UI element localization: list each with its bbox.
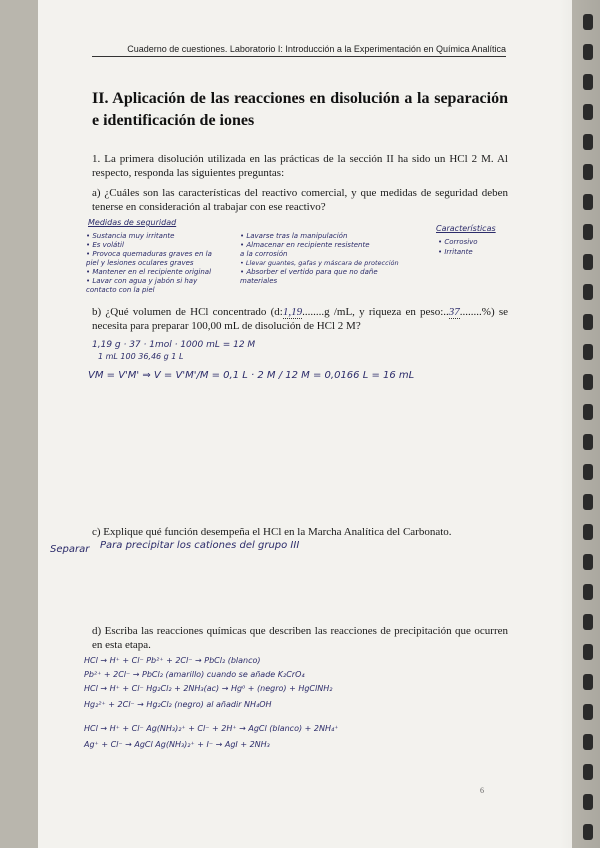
hw-d-line5: HCl → H⁺ + Cl⁻ Ag(NH₃)₂⁺ + Cl⁻ + 2H⁺ → AgCl (blanco) + 2NH₄⁺ <box>84 724 339 733</box>
page-mark: 6 <box>480 786 484 795</box>
hw-a-col1-line5: • Mantener en el recipiente original <box>86 268 212 276</box>
hw-a-col3-line2: • Irritante <box>438 248 473 256</box>
question-1b-text-1: b) ¿Qué volumen de HCl concentrado (d: <box>92 306 283 318</box>
hw-a-col1-line1: • Sustancia muy irritante <box>86 232 175 240</box>
question-1c: c) Explique qué función desempeña el HCl en la Marcha Analítica del Carbonato. <box>92 526 452 538</box>
question-1b-density: 1,19 <box>282 306 303 318</box>
running-header: Cuaderno de cuestiones. Laboratorio I: Introducción a la Experimentación en Química Analítica <box>92 44 506 57</box>
hw-d-line6: Ag⁺ + Cl⁻ → AgCl Ag(NH₃)₂⁺ + I⁻ → AgI + 2NH₃ <box>84 740 270 749</box>
hw-a-heading: Medidas de seguridad <box>88 218 177 227</box>
hw-d-line1: HCl → H⁺ + Cl⁻ Pb²⁺ + 2Cl⁻ → PbCl₂ (blanco) <box>84 656 261 665</box>
question-1b-text-2: g /mL, y riqueza en peso: <box>324 306 444 318</box>
hw-a-col2-line4: • Llevar guantes, gafas y máscara de protección <box>240 259 399 267</box>
section-title: II. Aplicación de las reacciones en disolución a la separación e identificación de iones <box>92 90 508 129</box>
hw-b-calc-line2: 1 mL 100 36,46 g 1 L <box>98 352 184 361</box>
question-1d: d) Escriba las reacciones químicas que describen las reacciones de precipitación que ocurren en esta etapa. <box>92 625 508 651</box>
hw-a-col1-line7: contacto con la piel <box>86 286 155 294</box>
hw-a-col2-line6: materiales <box>240 277 278 285</box>
hw-a-col2-line3: a la corrosión <box>240 250 288 258</box>
hw-d-line2: Pb²⁺ + 2Cl⁻ → PbCl₂ (amarillo) cuando se añade K₂CrO₄ <box>84 670 305 679</box>
hw-c-answer: Para precipitar los cationes del grupo III <box>100 540 300 551</box>
hw-b-calc-line3: VM = V'M' ⇒ V = V'M'/M = 0,1 L · 2 M / 12 M = 0,0166 L = 16 mL <box>88 370 415 381</box>
question-1a: a) ¿Cuáles son las características del reactivo comercial, y que medidas de seguridad deben tenerse en consideración al trabajar con ese reactivo? <box>92 187 508 213</box>
hw-a-col3-line1: • Corrosivo <box>438 238 478 246</box>
hw-a-col3-heading: Características <box>436 224 496 233</box>
hw-b-calc-line1: 1,19 g · 37 · 1mol · 1000 mL = 12 M <box>92 340 256 350</box>
hw-a-col2-line2: • Almacenar en recipiente resistente <box>240 241 370 249</box>
hw-d-line3: HCl → H⁺ + Cl⁻ Hg₂Cl₂ + 2NH₃(ac) → Hg⁰ + (negro) + HgClNH₂ <box>84 684 333 693</box>
hw-d-line4: Hg₂²⁺ + 2Cl⁻ → Hg₂Cl₂ (negro) al añadir NH₄OH <box>84 700 272 709</box>
question-1b: b) ¿Qué volumen de HCl concentrado (d:1,19........g /mL, y riqueza en peso:..37........%) se necesita para preparar 100,00 mL de disolución de HCl 2 M? <box>92 306 508 332</box>
hw-c-label: Separar <box>50 544 90 555</box>
hw-a-col1-line6: • Lavar con agua y jabón si hay <box>86 277 198 285</box>
hw-a-col1-line2: • Es volátil <box>86 241 124 249</box>
question-1b-text-3: %) se necesita para preparar 100,00 mL de disolución de HCl 2 M? <box>92 306 508 332</box>
hw-a-col2-line5: • Absorber el vertido para que no dañe <box>240 268 378 276</box>
hw-a-col1-line4: piel y lesiones oculares graves <box>86 259 194 267</box>
question-1b-purity: 37 <box>448 306 460 318</box>
hw-a-col1-line3: • Provoca quemaduras graves en la <box>86 250 212 258</box>
question-1-intro: 1. La primera disolución utilizada en las prácticas de la sección II ha sido un HCl 2 M. Al respecto, responda las siguientes preguntas: <box>92 153 508 179</box>
hw-a-col2-line1: • Lavarse tras la manipulación <box>240 232 348 240</box>
